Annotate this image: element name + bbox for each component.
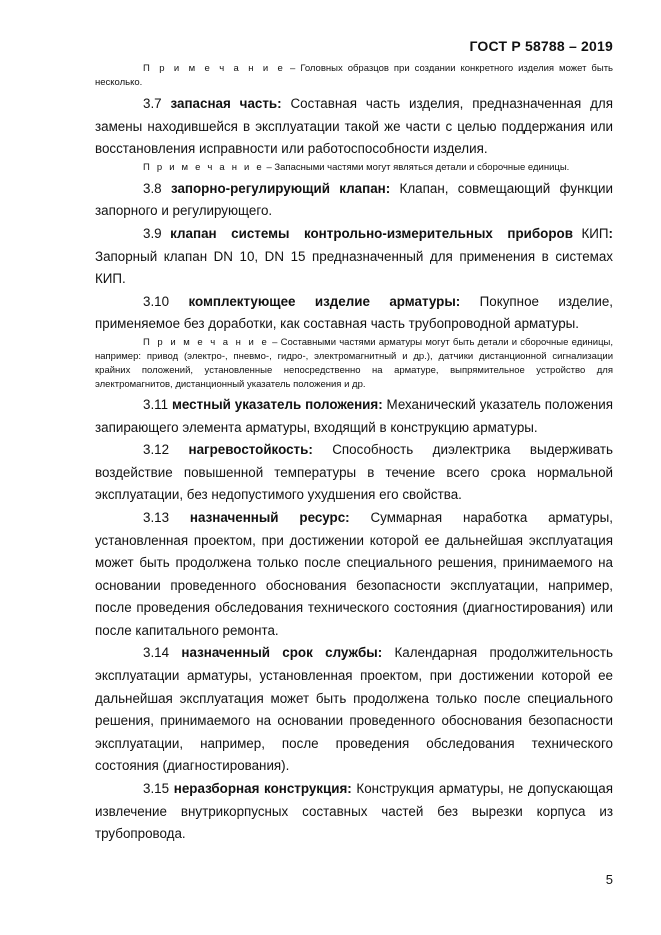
note-3-6 bbox=[95, 62, 613, 90]
note-text: – Составными частями арматуры могут быть детали и сборочные единицы, например: привод (электро-, пневмо-, гидро-, электромагнитный и др.), датчики дистанционной сигнализации крайних положений, установленные непосредственно на арматуре, выпрямительное устройство для электромагнитов, дистанционный указатель положения и др. bbox=[95, 336, 614, 390]
term-definition: Способность диэлектрика выдерживать воздействие повышенной температуры в течение всего срока нормальной эксплуатации, без недопустимого ухудшения его свойства. bbox=[95, 442, 613, 503]
note-text: – Запасными частями могут являться детали и сборочные единицы. bbox=[266, 161, 570, 173]
term-definition: Календарная продолжительность эксплуатации арматуры, установленная проектом, при достижении которой ее дальнейшая эксплуатация может быть продолжена только после специального решения, принимаемого на основании проведенного обоснования безопасности эксплуатации, например, после проведения обследования технического состояния (диагностирования). bbox=[95, 645, 613, 774]
term-3-15 bbox=[95, 778, 613, 846]
term-title: назначенный срок службы: bbox=[181, 645, 383, 661]
note-3-10 bbox=[95, 336, 613, 392]
term-title: клапан системы контрольно-измерительных приборов bbox=[170, 225, 573, 241]
term-number: 3.14 bbox=[143, 645, 170, 661]
term-number: 3.12 bbox=[143, 442, 170, 458]
term-definition: Составная часть изделия, предназначенная для замены находившейся в эксплуатации такой же части с целью поддержания или восстановления исправности или работоспособности изделия. bbox=[95, 96, 613, 157]
page-number: 5 bbox=[605, 872, 613, 887]
term-title: местный указатель положения: bbox=[171, 396, 383, 412]
term-abbreviation: КИП bbox=[572, 225, 609, 241]
term-number: 3.7 bbox=[143, 96, 162, 111]
page-content bbox=[95, 62, 613, 846]
term-definition: Клапан, совмещающий функции запорного и регулирующего. bbox=[95, 180, 613, 219]
term-number: 3.8 bbox=[143, 180, 162, 196]
term-3-7 bbox=[95, 93, 613, 161]
term-title: запасная часть: bbox=[170, 96, 282, 111]
term-title: нагревостойкость: bbox=[188, 442, 313, 458]
term-definition: Запорный клапан DN 10, DN 15 предназначенный для применения в системах КИП. bbox=[95, 248, 613, 287]
term-title: запорно-регулирующий клапан: bbox=[170, 180, 391, 196]
term-number: 3.11 bbox=[143, 396, 169, 412]
note-text: – Головных образцов при создании конкретного изделия может быть несколько. bbox=[95, 63, 613, 88]
note-3-7 bbox=[95, 161, 613, 175]
term-definition: Покупное изделие, применяемое без доработки, как составная часть трубопроводной арматуры. bbox=[95, 293, 613, 332]
term-number: 3.13 bbox=[143, 509, 170, 525]
term-definition: Конструкция арматуры, не допускающая извлечение внутрикорпусных составных частей без вырезки корпуса из трубопровода. bbox=[95, 781, 613, 842]
note-label: П р и м е ч а н и е bbox=[143, 161, 264, 173]
term-definition: Суммарная наработка арматуры, установленная проектом, при достижении которой ее дальнейшая эксплуатация может быть продолжена только после специального решения, принимаемого на основании проведенного обоснования безопасности эксплуатации, например, после проведения обследования технического состояния (диагностирования) или после капитального ремонта. bbox=[95, 509, 613, 638]
term-title: комплектующее изделие арматуры: bbox=[188, 293, 461, 309]
term-3-10 bbox=[95, 291, 613, 336]
term-title: назначенный ресурс: bbox=[189, 509, 350, 525]
document-id-header: ГОСТ Р 58788 – 2019 bbox=[469, 38, 613, 54]
term-3-8 bbox=[95, 178, 613, 223]
term-number: 3.10 bbox=[143, 293, 170, 309]
term-3-12 bbox=[95, 439, 613, 507]
term-colon: : bbox=[608, 225, 613, 241]
term-definition: Механический указатель положения запирающего элемента арматуры, входящий в конструкцию арматуры. bbox=[95, 396, 613, 435]
term-3-11 bbox=[95, 394, 613, 439]
term-3-9 bbox=[95, 223, 613, 291]
term-number: 3.15 bbox=[143, 781, 170, 797]
note-label: П р и м е ч а н и е bbox=[143, 63, 286, 74]
term-number: 3.9 bbox=[143, 225, 162, 241]
note-label: П р и м е ч а н и е bbox=[143, 336, 269, 348]
term-title: неразборная конструкция: bbox=[173, 781, 352, 797]
term-3-14 bbox=[95, 642, 613, 778]
term-3-13 bbox=[95, 507, 613, 643]
